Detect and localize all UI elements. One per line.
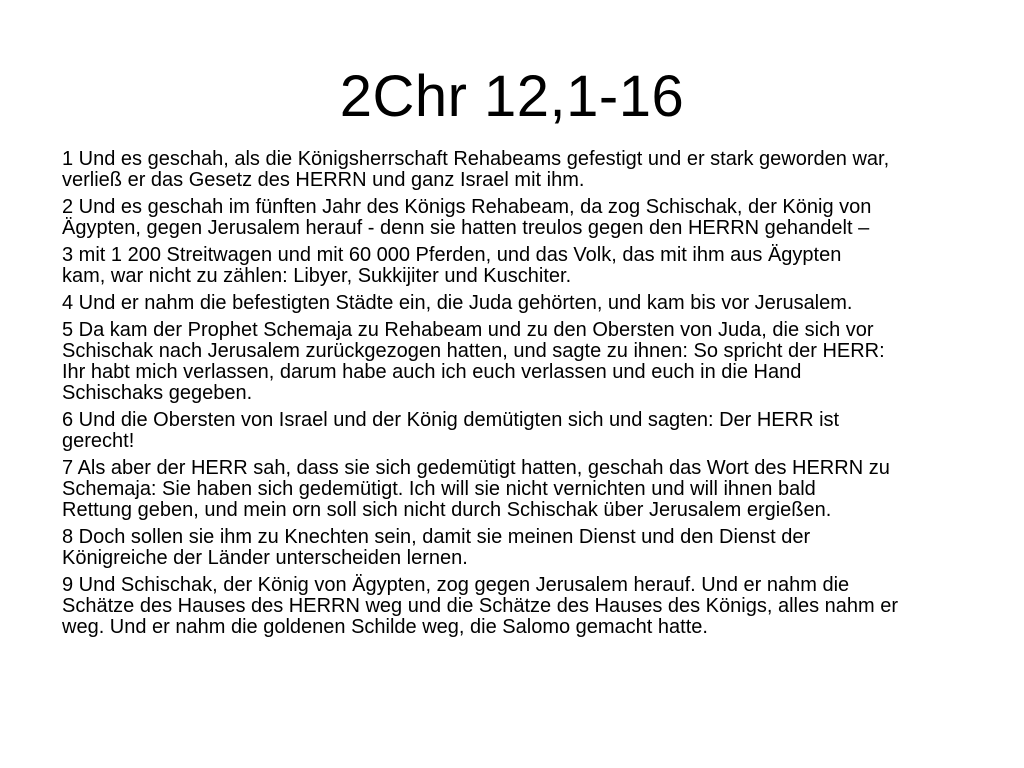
verse-line: 5 Da kam der Prophet Schemaja zu Rehabeam und zu den Obersten von Juda, die sich vor xyxy=(62,319,874,341)
verse-line: 2 Und es geschah im fünften Jahr des Königs Rehabeam, da zog Schischak, der König von xyxy=(62,196,872,218)
verse-line: 6 Und die Obersten von Israel und der König demütigten sich und sagten: Der HERR ist xyxy=(62,409,840,431)
verse-line: weg. Und er nahm die goldenen Schilde weg, die Salomo gemacht hatte. xyxy=(62,616,708,638)
verse-paragraph xyxy=(62,197,962,239)
verse-line: kam, war nicht zu zählen: Libyer, Sukkijiter und Kuschiter. xyxy=(62,265,572,287)
verse-paragraph xyxy=(62,293,962,314)
verse-line: Schemaja: Sie haben sich gedemütigt. Ich will sie nicht vernichten und will ihnen bald xyxy=(62,478,816,500)
verse-line: Schischaks gegeben. xyxy=(62,382,253,404)
verse-line: 3 mit 1 200 Streitwagen und mit 60 000 Pferden, und das Volk, das mit ihm aus Ägypten xyxy=(62,244,842,266)
verse-line: 7 Als aber der HERR sah, dass sie sich gedemütigt hatten, geschah das Wort des HERRN zu xyxy=(62,457,890,479)
verse-line: Ihr habt mich verlassen, darum habe auch ich euch verlassen und euch in die Hand xyxy=(62,361,802,383)
slide-title: 2Chr 12,1-16 xyxy=(339,64,685,129)
verse-paragraph xyxy=(62,320,962,404)
verse-line: verließ er das Gesetz des HERRN und ganz Israel mit ihm. xyxy=(62,169,585,191)
verse-line: 8 Doch sollen sie ihm zu Knechten sein, damit sie meinen Dienst und den Dienst der xyxy=(62,526,811,548)
verse-line: Rettung geben, und mein orn soll sich nicht durch Schischak über Jerusalem ergießen. xyxy=(62,499,832,521)
verse-paragraph xyxy=(62,527,962,569)
scripture-text-body xyxy=(62,149,962,644)
verse-line: 1 Und es geschah, als die Königsherrschaft Rehabeams gefestigt und er stark geworden war, xyxy=(62,148,890,170)
verse-paragraph xyxy=(62,410,962,452)
verse-paragraph xyxy=(62,149,962,191)
verse-line: 4 Und er nahm die befestigten Städte ein, die Juda gehörten, und kam bis vor Jerusalem. xyxy=(62,292,853,314)
verse-line: Ägypten, gegen Jerusalem herauf - denn sie hatten treulos gegen den HERRN gehandelt – xyxy=(62,217,870,239)
verse-line: gerecht! xyxy=(62,430,135,452)
verse-paragraph xyxy=(62,575,962,638)
verse-line: 9 Und Schischak, der König von Ägypten, zog gegen Jerusalem herauf. Und er nahm die xyxy=(62,574,850,596)
verse-line: Schischak nach Jerusalem zurückgezogen hatten, und sagte zu ihnen: So spricht der HERR: xyxy=(62,340,885,362)
verse-line: Schätze des Hauses des HERRN weg und die Schätze des Hauses des Königs, alles nahm er xyxy=(62,595,899,617)
verse-paragraph xyxy=(62,458,962,521)
verse-line: Königreiche der Länder unterscheiden lernen. xyxy=(62,547,468,569)
verse-paragraph xyxy=(62,245,962,287)
